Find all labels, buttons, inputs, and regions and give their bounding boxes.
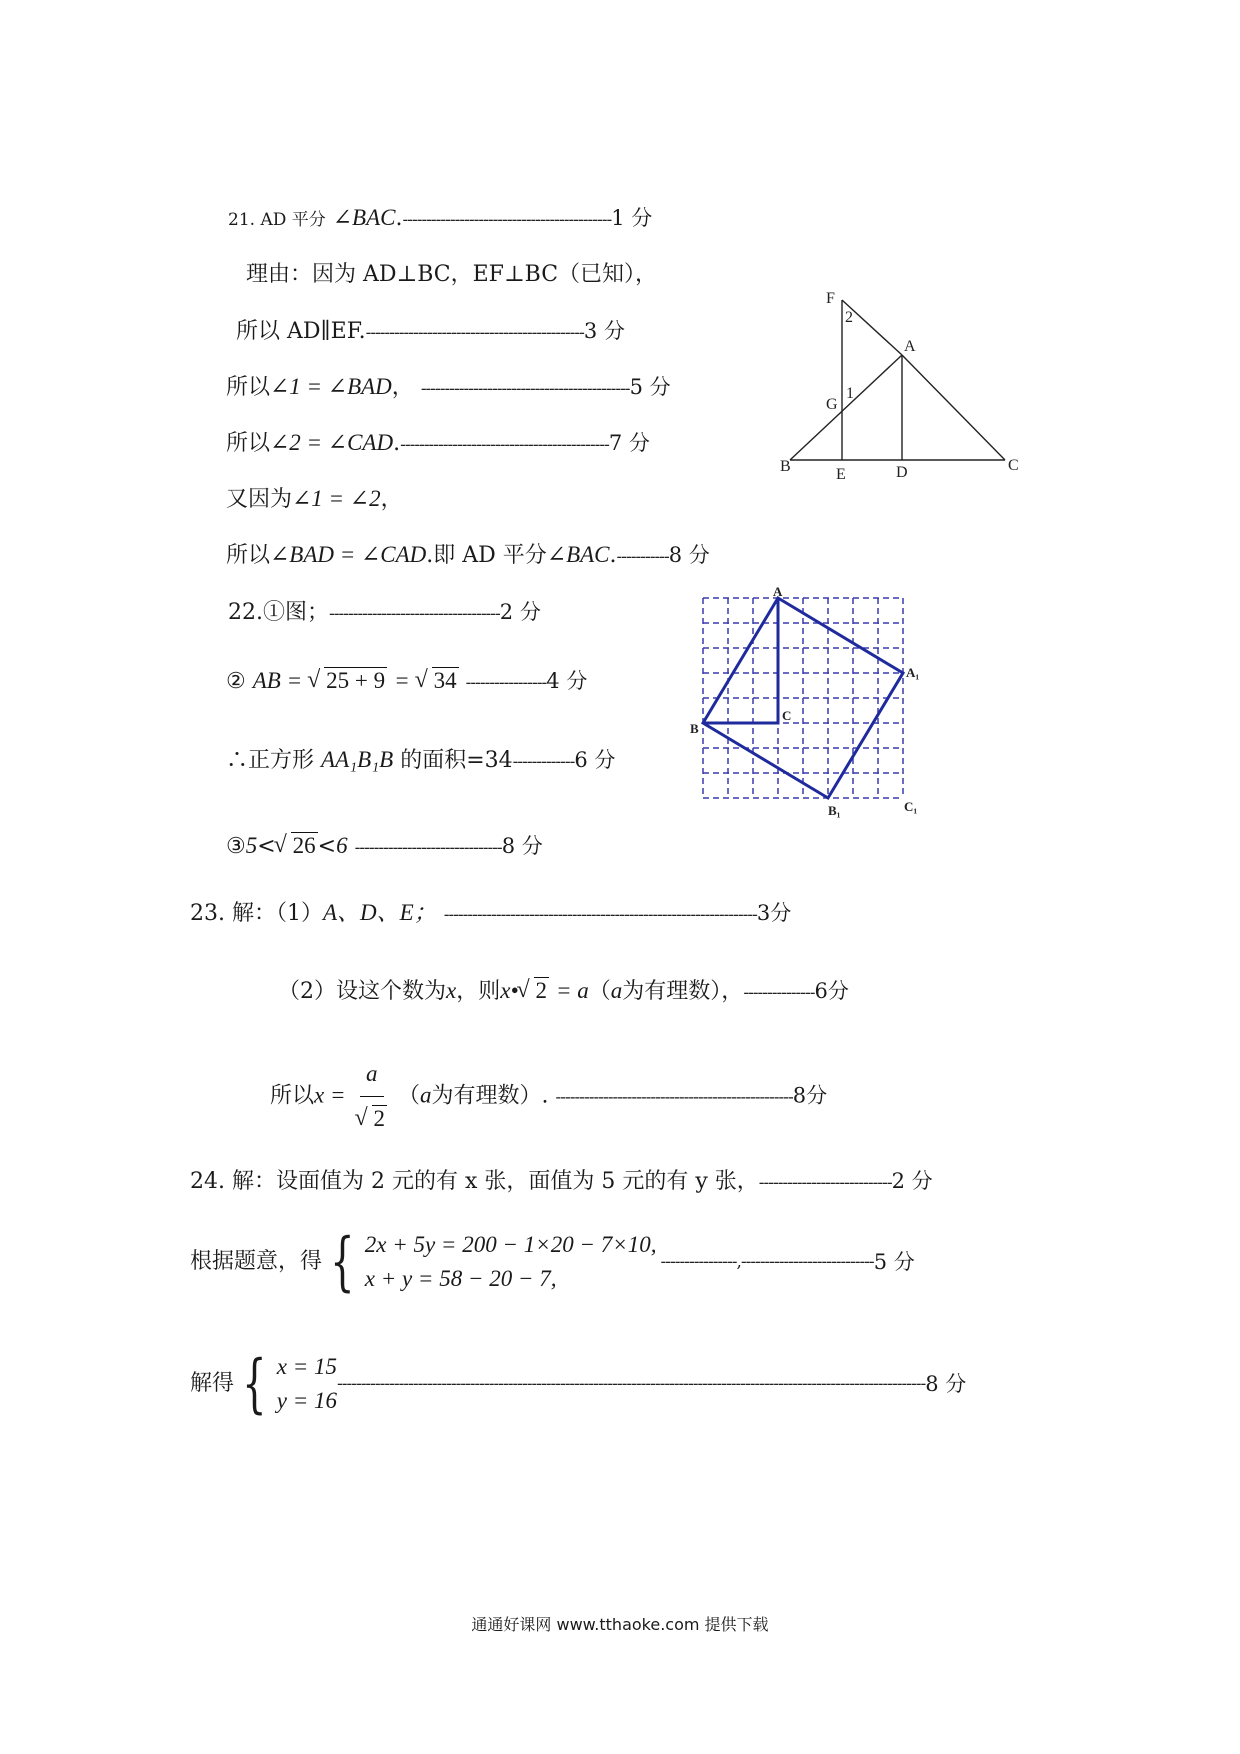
q22-l4-lt1: < <box>257 834 276 859</box>
left-brace-icon: { <box>242 1347 267 1421</box>
dashed-grid <box>703 598 903 798</box>
q21-l2-text: 理由：因为 AD⊥BC，EF⊥BC（已知）， <box>246 262 658 287</box>
q21-l7-score: 8 分 <box>668 543 710 567</box>
grid-label-a1: A₁ <box>906 665 920 680</box>
q21-line-6 <box>226 484 403 515</box>
q24-l2-eq2: x + y = 58 − 20 − 7, <box>364 1266 557 1291</box>
label-a: A <box>904 338 916 355</box>
q23-l2-dashes: --------------- <box>743 983 815 1003</box>
q24-l3-eq2: y = 16 <box>276 1388 337 1413</box>
q22-l4-prefix: ③ <box>226 834 246 859</box>
q21-l6-math: ∠1 = ∠2 <box>292 486 381 511</box>
q24-line-1 <box>190 1166 933 1198</box>
q21-line-7 <box>226 540 710 572</box>
equation-system-2 <box>234 1347 337 1421</box>
q23-l3-a: a <box>420 1082 432 1108</box>
q22-l3-dashes: ------------- <box>512 752 575 772</box>
q21-l1-score: 1 分 <box>611 206 653 230</box>
q22-l2-dashes: ----------------- <box>465 673 547 693</box>
q21-l3-score: 3 分 <box>583 319 625 343</box>
q21-l6-tail: ， <box>380 487 403 512</box>
q23-l2-mid: ，则 <box>456 979 501 1004</box>
sqrt-25-9 <box>309 666 387 696</box>
q21-l7-math1: ∠BAD = ∠CAD <box>270 542 427 567</box>
sqrt-34 <box>417 666 459 696</box>
q21-l4-score: 5 分 <box>629 375 671 399</box>
q24-l1-text: 24. 解：设面值为 2 元的有 x 张，面值为 5 元的有 y 张， <box>190 1169 759 1194</box>
sqrt-26 <box>276 831 318 861</box>
grid-label-b1: B₁ <box>828 803 841 818</box>
q23-l1-score: 3分 <box>756 901 792 925</box>
q22-l2-rad1: 25 + 9 <box>326 668 386 693</box>
q24-l2-score: 5 分 <box>873 1250 915 1274</box>
q21-l5-dashes: -------------------------------------------- <box>400 435 609 455</box>
page-footer: 通通好课网 www.tthaoke.com 提供下载 <box>471 1615 769 1634</box>
q24-l2-dashes: ----------------,---------------------------- <box>660 1252 874 1272</box>
q22-grid-figure <box>690 585 935 820</box>
q24-l1-dashes: ---------------------------- <box>758 1173 892 1193</box>
q21-l7-mid: .即 AD 平分 <box>426 543 547 568</box>
q23-l3-dashes: -------------------------------------------------- <box>555 1087 793 1108</box>
q23-l2-eq: = a <box>556 978 589 1003</box>
label-2: 2 <box>845 309 853 326</box>
q21-l1-dashes: -------------------------------------------- <box>402 210 612 230</box>
q21-l7-tail: . <box>609 543 617 568</box>
label-g: G <box>826 396 838 413</box>
q23-l2-paren2: 为有理数）， <box>622 979 744 1004</box>
q21-l1-math: ∠BAC <box>332 205 396 230</box>
q21-l1-tail: . <box>395 206 403 231</box>
sqrt-2-denominator <box>357 1097 388 1141</box>
q21-l5-prefix: 所以 <box>226 431 271 456</box>
q22-l3-mid: 的面积=34 <box>400 748 513 773</box>
q22-l2-rad2: 34 <box>433 668 457 693</box>
q24-line-3 <box>190 1347 967 1421</box>
q23-l3-text: 所以 <box>270 1083 315 1109</box>
q23-l1-dashes: ------------------------------------------------------------------ <box>443 905 757 925</box>
q22-l4-lt2: < <box>317 834 337 859</box>
q21-line-3 <box>236 316 625 348</box>
left-brace-icon: { <box>330 1225 355 1299</box>
q23-l2-score: 6分 <box>814 979 849 1003</box>
q24-l3-score: 8 分 <box>925 1372 967 1396</box>
q21-line-4 <box>226 372 671 404</box>
grid-label-c1: C₁ <box>904 799 918 814</box>
q23-l1-math: A、D、E； <box>322 900 437 925</box>
q22-l1-score: 2 分 <box>499 600 541 624</box>
q21-l3-dashes: ---------------------------------------------- <box>365 323 584 343</box>
q21-l5-tail: . <box>393 431 401 456</box>
q21-triangle-figure <box>780 285 1030 485</box>
q23-l1-text: 23. 解：（1） <box>190 901 323 926</box>
q22-l4-dashes: ------------------------------- <box>354 838 502 858</box>
q22-l3-math: AA₁B₁B <box>321 747 394 772</box>
q21-l5-math: ∠2 = ∠CAD <box>270 430 394 455</box>
q22-l3-prefix: ∴正方形 <box>226 748 315 773</box>
label-f: F <box>826 290 835 307</box>
q21-l7-prefix: 所以 <box>226 543 271 568</box>
q22-l2-lhs: AB = <box>252 668 303 693</box>
q23-l3-num: a <box>360 1052 384 1097</box>
fraction-a-over-sqrt2 <box>357 1052 388 1141</box>
q22-l4-rad: 26 <box>292 833 316 858</box>
label-1: 1 <box>846 385 854 402</box>
grid-label-c: C <box>782 708 792 723</box>
q23-l3-paren: （ <box>398 1083 421 1109</box>
q23-line-2 <box>278 976 849 1008</box>
grid-label-a: A <box>773 585 783 599</box>
q21-l3-text: 所以 AD∥EF. <box>236 319 366 344</box>
q21-line-1 <box>228 203 652 235</box>
q24-l3-eq1: x = 15 <box>276 1354 337 1379</box>
q21-l1-prefix: 21. AD 平分 <box>228 210 326 230</box>
q23-l3-x: x = <box>314 1082 346 1108</box>
q22-l4-score: 8 分 <box>501 834 543 858</box>
q24-l3-text: 解得 <box>190 1371 235 1396</box>
q23-l2-expr: x• <box>500 978 519 1003</box>
q23-l3-paren2: 为有理数）. <box>431 1083 549 1109</box>
q22-line-3 <box>226 745 615 777</box>
q23-l3-score: 8分 <box>792 1083 828 1108</box>
q21-line-5 <box>226 428 650 460</box>
q22-line-1 <box>228 597 541 629</box>
q24-line-2 <box>190 1225 915 1299</box>
q23-l2-x: x <box>446 978 457 1003</box>
q23-l2-text: （2）设这个数为 <box>278 979 446 1004</box>
q23-l3-rad: 2 <box>373 1106 385 1131</box>
q21-l7-math2: ∠BAC <box>546 542 610 567</box>
q21-l6-prefix: 又因为 <box>226 487 293 512</box>
q24-l2-eq1: 2x + 5y = 200 − 1×20 − 7×10, <box>364 1232 657 1257</box>
q22-l4-n2: 6 <box>336 833 348 858</box>
label-c: C <box>1008 457 1019 474</box>
q22-line-4 <box>226 831 543 863</box>
q24-l1-score: 2 分 <box>891 1169 933 1193</box>
label-d: D <box>896 464 908 481</box>
q22-l1-text: 22.①图； <box>228 600 329 625</box>
q21-l4-tail: ， <box>391 375 414 400</box>
q21-l5-score: 7 分 <box>608 431 650 455</box>
q23-l2-paren: （ <box>588 979 611 1004</box>
q21-l4-math: ∠1 = ∠BAD <box>270 374 392 399</box>
line-ba <box>790 355 902 460</box>
q22-l4-n1: 5 <box>245 833 258 858</box>
grid-label-b: B <box>690 721 699 736</box>
q24-l3-dashes: ---------------------------------------------------------------------------------------------------------------------------- <box>336 1374 926 1394</box>
q23-l2-a: a <box>610 978 623 1003</box>
q23-line-1 <box>190 898 791 930</box>
q21-l7-dashes: ----------- <box>616 547 669 567</box>
q24-l2-text: 根据题意，得 <box>190 1249 323 1274</box>
line-ac <box>902 355 1005 460</box>
q21-line-2 <box>246 260 657 290</box>
q22-l1-dashes: ------------------------------------ <box>329 604 500 624</box>
q23-line-3 <box>270 1052 827 1141</box>
q22-l2-score: 4 分 <box>546 669 588 693</box>
q22-l2-eq: = <box>394 668 410 693</box>
sqrt-2 <box>519 976 550 1006</box>
q22-l3-score: 6 分 <box>574 748 616 772</box>
q21-l4-prefix: 所以 <box>226 375 271 400</box>
label-b: B <box>780 458 791 475</box>
label-e: E <box>836 466 846 483</box>
equation-system-1 <box>322 1225 657 1299</box>
q23-l2-rad: 2 <box>535 978 547 1003</box>
q21-l4-dashes: -------------------------------------------- <box>420 379 630 399</box>
q22-line-2 <box>226 666 587 698</box>
q22-l2-prefix: ② <box>226 669 246 694</box>
